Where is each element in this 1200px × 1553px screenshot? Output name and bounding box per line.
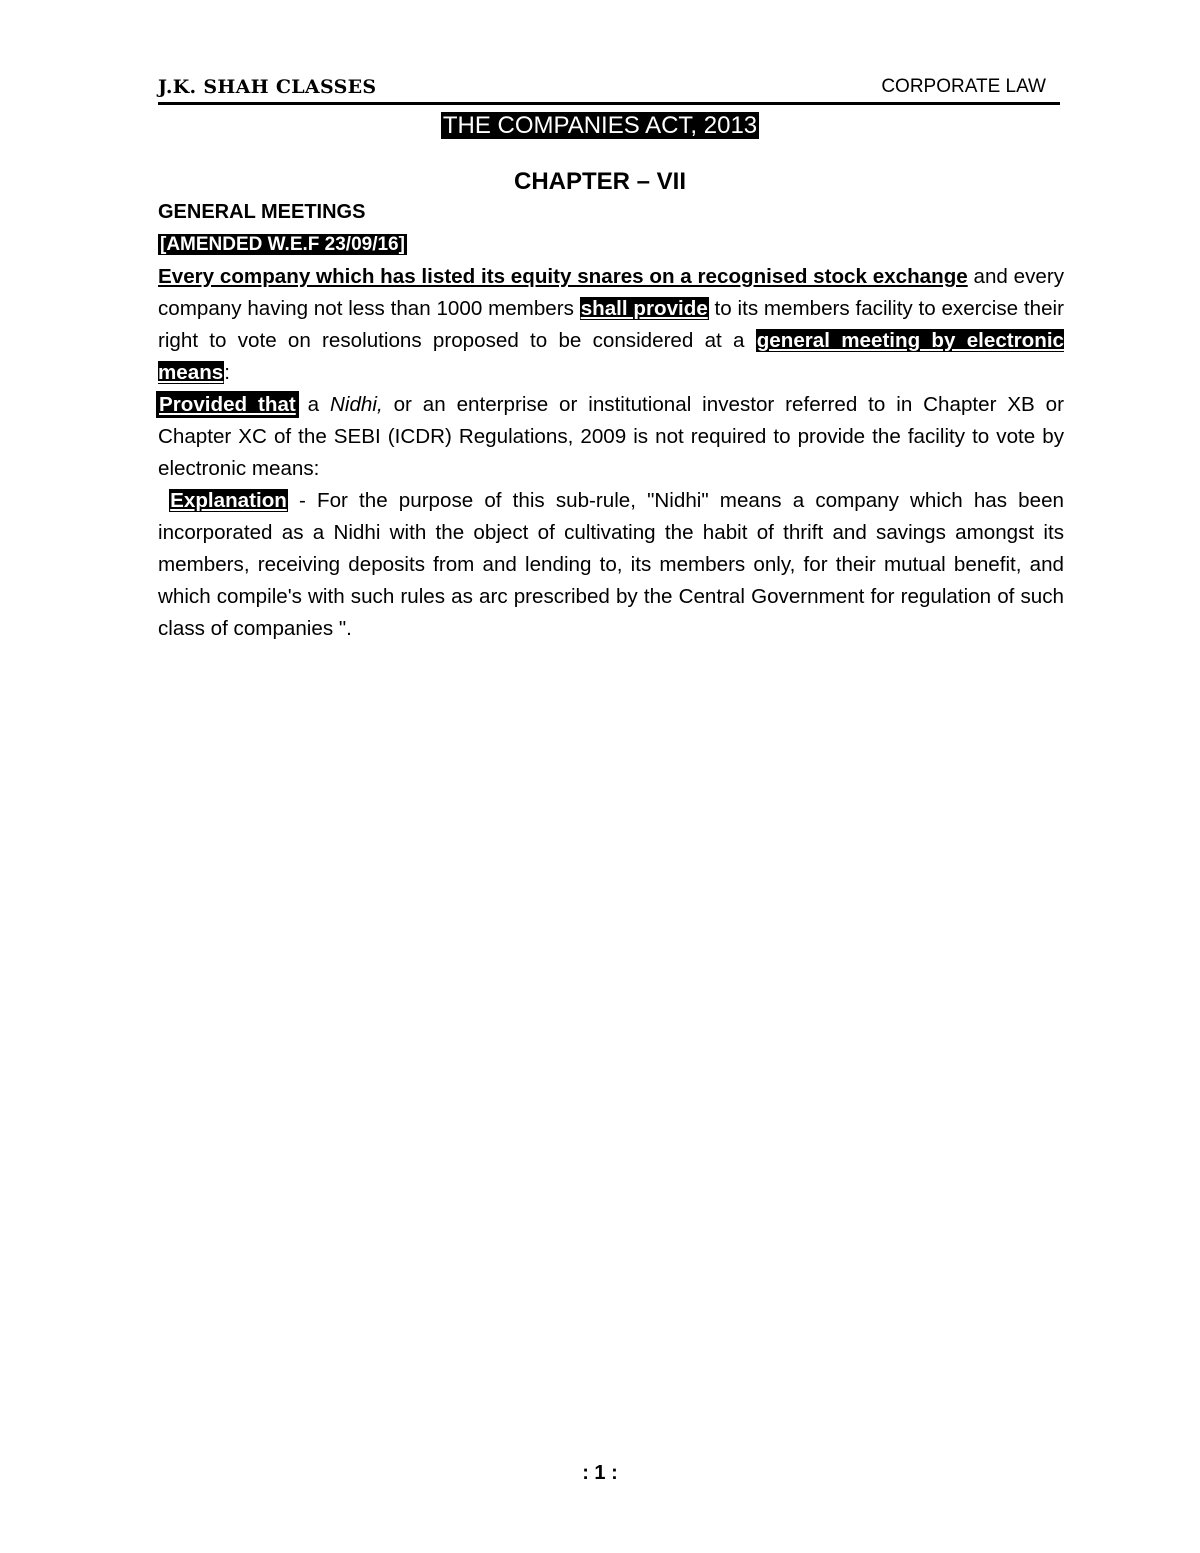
chapter-heading: CHAPTER – VII [513,168,687,195]
document-body [158,196,1064,645]
rule-text-2: to its members facility to exercise their right to vote on resolutions proposed to be considered at a [158,297,1064,352]
explanation-text: - For the purpose of this sub-rule, "Nidhi" means a company which has been incorporated as a Nidhi with the object of cultivating the habit of thrift and savings amongst its members, receiving deposits from and lending to, its members only, for their mutual benefit, and which compile's with such rules as arc prescribed by the Central Government for regulation of such class of companies ". [158,489,1064,640]
explanation-paragraph [158,485,1064,645]
header-subject: CORPORATE LAW [881,76,1046,97]
explanation-label: Explanation [170,489,287,512]
page-number: : 1 : [582,1462,618,1484]
amended-tag [158,228,1064,261]
header-institute-name: J.K. SHAH CLASSES [158,76,377,98]
proviso-text-2: or an enterprise or institutional investor referred to in Chapter XB or Chapter XC of the SEBI (ICDR) Regulations, 2009 is not required to provide the facility to vote by electronic means: [158,393,1064,480]
proviso-paragraph [158,389,1064,485]
page-header [158,74,1060,105]
amended-tag-text: [AMENDED W.E.F 23/09/16] [160,234,405,255]
proviso-label: Provided that [159,393,296,416]
rule-lead-text: Every company which has listed its equity snares on a recognised stock exchange [158,265,968,288]
section-heading: GENERAL MEETINGS [158,201,366,223]
rule-text-3: : [224,361,230,384]
rule-paragraph [158,261,1064,389]
rule-highlight-general-meeting: general meeting by electronic means [158,329,1064,384]
proviso-italic-nidhi: Nidhi, [330,393,383,416]
rule-text-1: and every company having not less than 1000 members [158,265,1064,320]
act-title [0,112,1200,140]
proviso-text-1: a [296,393,331,416]
rule-highlight-shall-provide: shall provide [580,297,708,320]
act-title-text: THE COMPANIES ACT, 2013 [442,112,758,139]
